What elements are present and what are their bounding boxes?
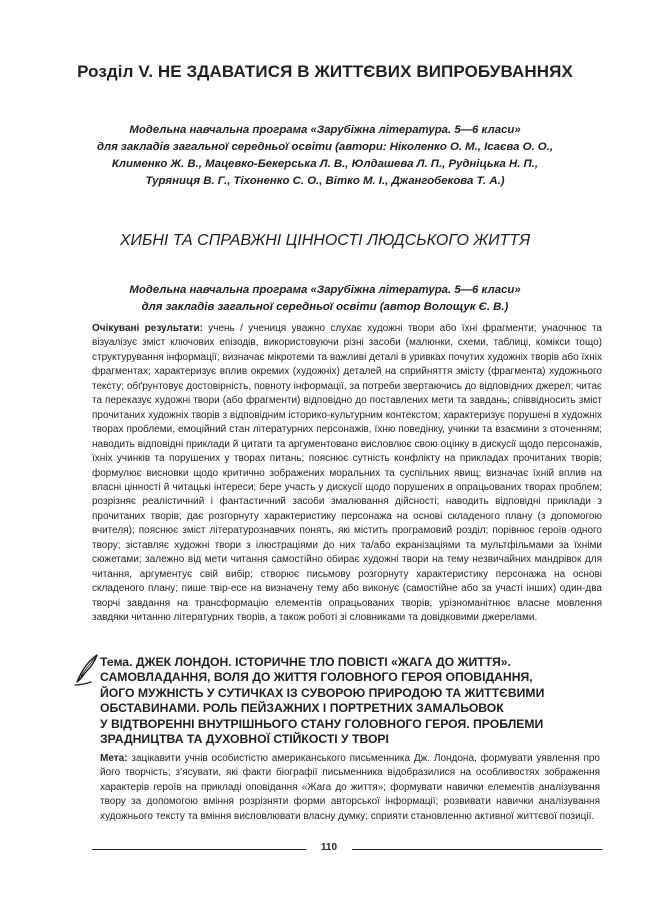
pen-nib-icon <box>73 652 103 686</box>
theme-line: У ВІДТВОРЕННІ ВНУТРІШНЬОГО СТАНУ ГОЛОВНОГО ГЕРОЯ. ПРОБЛЕМИ <box>100 716 544 731</box>
program-line: Модельна навчальна програма «Зарубіжна література. 5—6 класи» <box>129 284 521 296</box>
theme-line: ОБСТАВИНАМИ. РОЛЬ ПЕЙЗАЖНИХ І ПОРТРЕТНИХ ЗАМАЛЬОВОК <box>100 701 504 716</box>
goal-text: зацікавити учнів особистістю американського письменника Дж. Лондона, формувати уявлення про його творчість; з’ясувати, які факти біографії письменника відобразилися на особливостях зображення характерів героїв на прикладі оповідання «Жага до життя»; формувати навички елементів аналізування твору за допомогою вміння розрізняти форми авторської інформації; розвивати навички аналізування художнього тексту та вміння висловлювати власну думку; сприяти становленню активної життєвої позиції. <box>100 753 600 822</box>
theme-line: Тема. ДЖЕК ЛОНДОН. ІСТОРИЧНЕ ТЛО ПОВІСТІ «ЖАГА ДО ЖИТТЯ». <box>100 655 511 669</box>
footer-rule-left <box>92 849 306 850</box>
program-reference-1 <box>60 122 590 190</box>
expected-results-paragraph <box>92 322 602 626</box>
section-subtitle: ХИБНІ ТА СПРАВЖНІ ЦІННОСТІ ЛЮДСЬКОГО ЖИТТЯ <box>119 232 531 249</box>
footer-rule-right <box>352 849 602 850</box>
theme-line: САМОВЛАДАННЯ, ВОЛЯ ДО ЖИТТЯ ГОЛОВНОГО ГЕРОЯ ОПОВІДАННЯ, <box>100 670 533 685</box>
lesson-goal-paragraph <box>100 752 600 824</box>
program-line: для закладів загальної середньої освіти (автори: Ніколенко О. М., Ісаєва О. О., <box>97 141 553 153</box>
expected-results-label: Очікувані результати: <box>92 323 203 334</box>
program-line: для закладів загальної середньої освіти (автор Волощук Є. В.) <box>141 301 509 313</box>
theme-line: ЗРАДНИЦТВА ТА ДУХОВНОЇ СТІЙКОСТІ У ТВОРІ <box>100 732 389 747</box>
theme-line: ЙОГО МУЖНІСТЬ У СУТИЧКАХ ІЗ СУВОРОЮ ПРИРОДОЮ ТА ЖИТТЄВИМИ <box>100 685 545 700</box>
program-line: Туряниця В. Г., Тіхоненко С. О., Вітко М. І., Джангобекова Т. А.) <box>145 175 505 187</box>
section-title: Розділ V. НЕ ЗДАВАТИСЯ В ЖИТТЄВИХ ВИПРОБУВАННЯХ <box>77 62 573 81</box>
page-number: 110 <box>320 842 338 853</box>
program-reference-2 <box>60 282 590 316</box>
goal-label: Мета: <box>100 753 128 764</box>
expected-results-text: учень / учениця уважно слухає художні твори або їхні фрагменти; унаочнює та візуалізує зміст ключових епізодів, використовуючи різні засоби (малюнки, схеми, таблиці, комікси тощо) структурування інформації; визначає мікротеми та важливі деталі в уривках почутих художніх творів або їхніх фрагментах; характеризує вплив окремих (художніх) деталей на сприйняття змісту (фрагмента) художнього тексту; обґрунтовує достовірність, повноту інформації, за потреби звертаючись до відповідних джерел; читає та переказує художні твори (або фрагменти) відповідно до поставлених мети та завдань; співвідносить зміст прочитаних художніх творів з відповідним історико-культурним контекстом; характеризує порушені в художніх творах проблеми, емоційний стан літературних персонажів, їхню поведінку, учинки та взаємини з оточенням; наводить відповідні приклади й цитати та аргументовано висловлює свою оцінку в дискусії щодо персонажів, їхніх учинків та порушених у творах питань; пояснює сутність конфлікту на прикладах прочитаних творів; формулює висновки щодо критично зображених моральних та суспільних явищ; визначає їхній вплив на власні цінності й читацькі інтереси; бере участь у дискусії щодо порушених в опрацьованих творах проблем; розрізняє реалістичний і фантастичний засоби змалювання дійсності; наводить відповідні приклади з прочитаних творів; дає розгорнуту характеристику персонажа на основі складеного плану (з допомогою вчителя); пояснює зміст літературознавчих понять, які містить програмовий розділ; порівнює героїв одного твору; зіставляє художні твори з ілюстраціями до них та/або екранізаціями та мультфільмами за їхніми сюжетами; залежно від мети читання самостійно обирає художні твори на тему незвичайних мандрівок для читання, аргументує свій вибір; створює письмову розгорнуту характеристику персонажа на основі складеного плану; пише твір-есе на визначену тему або виконує (самостійне або за участі інших) один-два творчі завдання на трансформацію елементів опрацьованих творів; урізноманітнює власне мовлення завдяки читанню літературних творів, а також роботі зі словниками та довідковими джерелами. <box>92 323 602 624</box>
program-line: Клименко Ж. В., Мацевко-Бекерська Л. В., Юлдашева Л. П., Рудніцька Н. П., <box>111 158 539 170</box>
lesson-theme <box>100 655 600 747</box>
program-line: Модельна навчальна програма «Зарубіжна література. 5—6 класи» <box>129 124 521 136</box>
